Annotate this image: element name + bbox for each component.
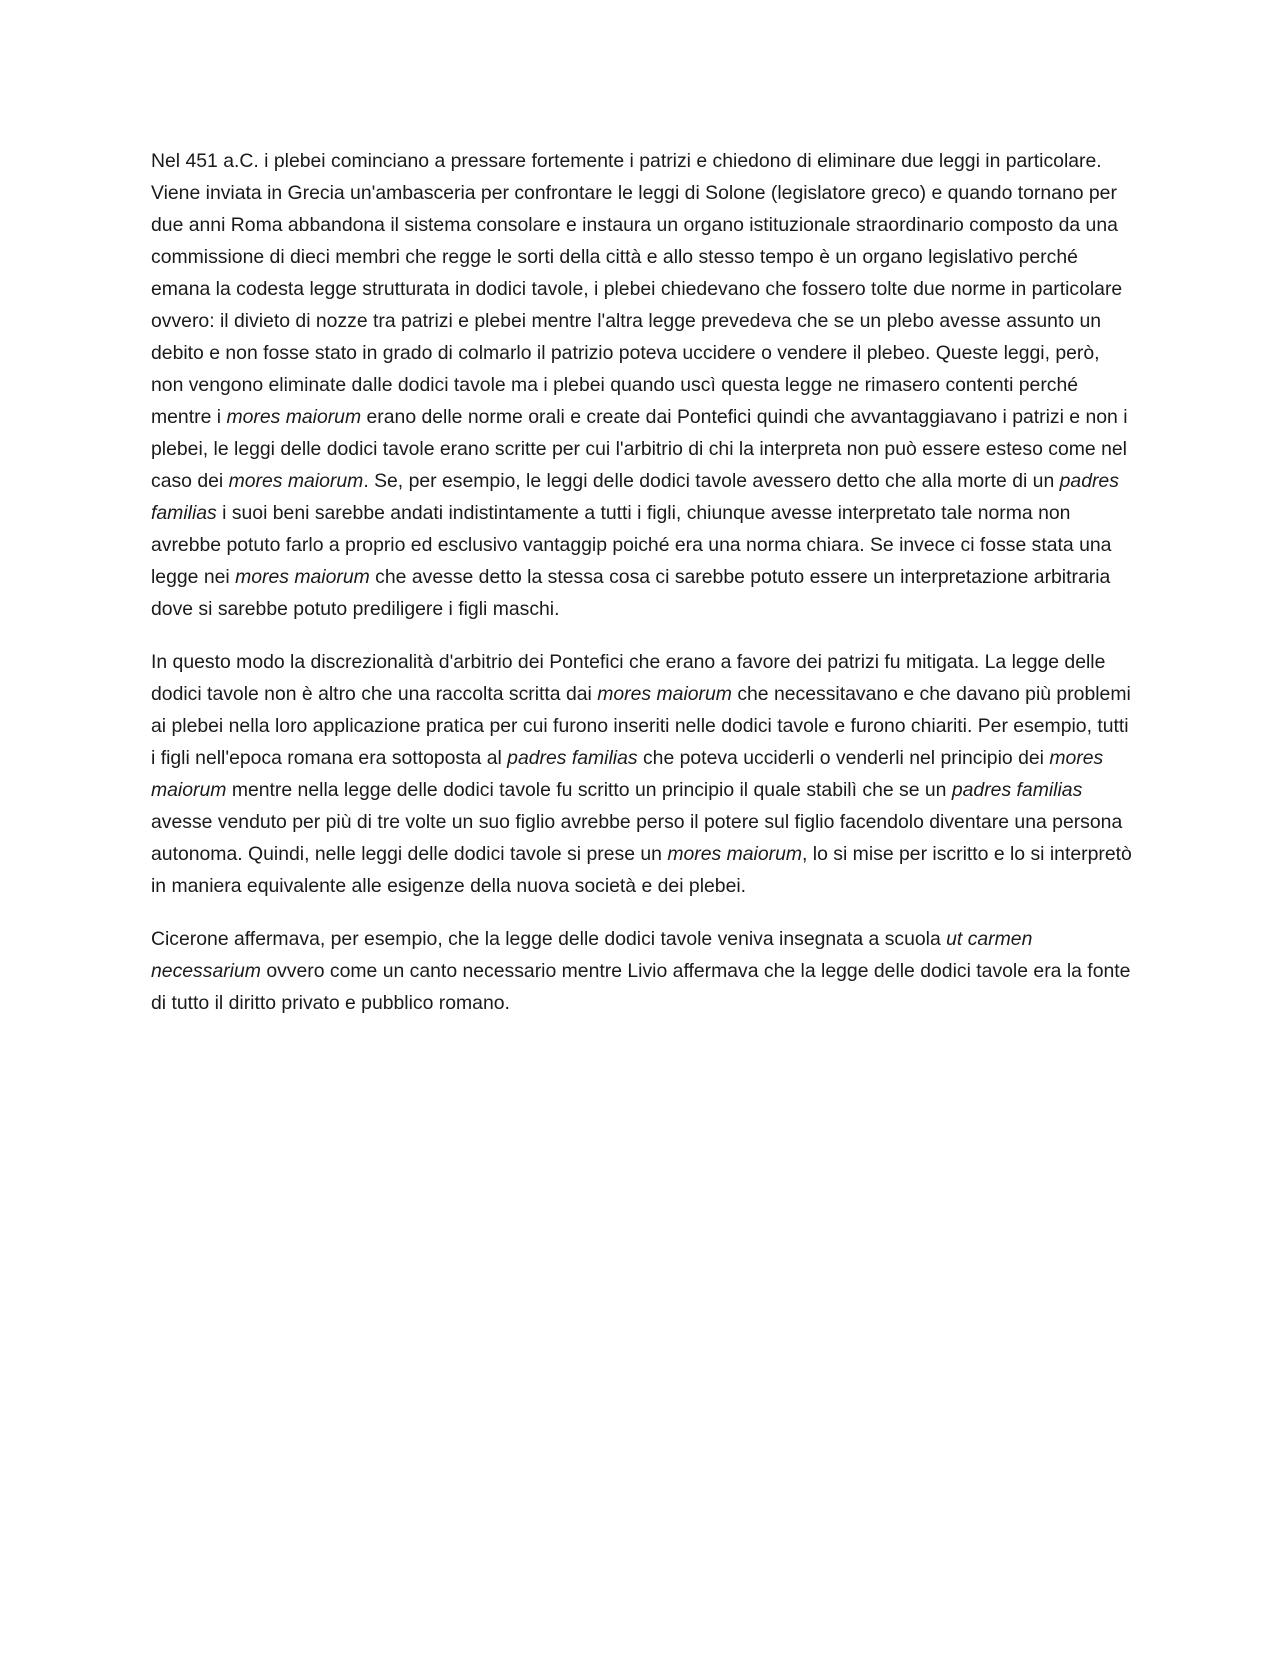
paragraph-text: ovvero come un canto necessario mentre Livio affermava che la legge delle dodici tavole era la fonte di tutto il diritto privato e pubblico romano.	[151, 960, 1131, 1014]
latin-term: mores maiorum	[235, 566, 370, 588]
latin-term: padres familias	[951, 779, 1083, 801]
paragraph-text: , lo si mise per iscritto e lo si interpretò in maniera equivalente alle esigenze della nuova società e dei plebei.	[151, 843, 1132, 897]
paragraph-text: i suoi beni sarebbe andati indistintamente a tutti i figli, chiunque avesse interpretato tale norma non avrebbe potuto farlo a proprio ed esclusivo vantaggip poiché era una norma chiara. Se invece ci fosse stata una legge nei	[151, 502, 1112, 588]
paragraph-text: In questo modo la discrezionalità d'arbitrio dei Pontefici che erano a favore dei patrizi fu mitigata. La legge delle dodici tavole non è altro che una raccolta scritta dai	[151, 651, 1106, 705]
paragraph-2	[151, 646, 1133, 902]
paragraph-text: Nel 451 a.C. i plebei cominciano a pressare fortemente i patrizi e chiedono di eliminare due leggi in particolare. Viene inviata in Grecia un'ambasceria per confrontare le leggi di Solone (legislatore greco) e quando tornano per due anni Roma abbandona il sistema consolare e instaura un organo istituzionale straordinario composto da una commissione di dieci membri che regge le sorti della città e allo stesso tempo è un organo legislativo perché emana la codesta legge strutturata in dodici tavole, i plebei chiedevano che fossero tolte due norme in particolare ovvero: il divieto di nozze tra patrizi e plebei mentre l'altra legge prevedeva che se un plebo avesse assunto un debito e non fosse stato in grado di colmarlo il patrizio poteva uccidere o vendere il plebeo. Queste leggi, però, non vengono eliminate dalle dodici tavole ma i plebei quando uscì questa legge ne rimasero contenti perché mentre i	[151, 150, 1123, 428]
latin-term: ut carmen necessarium	[151, 928, 1033, 982]
paragraph-text: Cicerone affermava, per esempio, che la legge delle dodici tavole veniva insegnata a scuola	[151, 928, 947, 950]
document-body	[151, 145, 1133, 1040]
paragraph-1	[151, 145, 1133, 625]
latin-term: mores maiorum	[667, 843, 803, 865]
paragraph-text: che poteva ucciderli o venderli nel principio dei	[637, 747, 1050, 769]
paragraph-text: . Se, per esempio, le leggi delle dodici tavole avessero detto che alla morte di un	[363, 470, 1060, 492]
latin-term: padres familias	[507, 747, 638, 769]
latin-term: mores maiorum	[151, 747, 1104, 801]
paragraph-3	[151, 923, 1133, 1019]
latin-term: padres familias	[151, 470, 1119, 524]
latin-term: mores maiorum	[228, 470, 364, 492]
paragraph-text: che avesse detto la stessa cosa ci sarebbe potuto essere un interpretazione arbitraria dove si sarebbe potuto prediligere i figli maschi.	[151, 566, 1111, 620]
latin-term: mores maiorum	[597, 683, 732, 705]
paragraph-text: erano delle norme orali e create dai Pontefici quindi che avvantaggiavano i patrizi e non i plebei, le leggi delle dodici tavole erano scritte per cui l'arbitrio di chi la interpreta non può essere esteso come nel caso dei	[151, 406, 1128, 492]
paragraph-text: avesse venduto per più di tre volte un suo figlio avrebbe perso il potere sul figlio facendolo diventare una persona autonoma. Quindi, nelle leggi delle dodici tavole si prese un	[151, 811, 1123, 865]
latin-term: mores maiorum	[226, 406, 362, 428]
paragraph-text: che necessitavano e che davano più problemi ai plebei nella loro applicazione pratica per cui furono inseriti nelle dodici tavole e furono chiariti. Per esempio, tutti i figli nell'epoca romana era sottoposta al	[151, 683, 1131, 769]
paragraph-text: mentre nella legge delle dodici tavole fu scritto un principio il quale stabilì che se un	[226, 779, 952, 801]
